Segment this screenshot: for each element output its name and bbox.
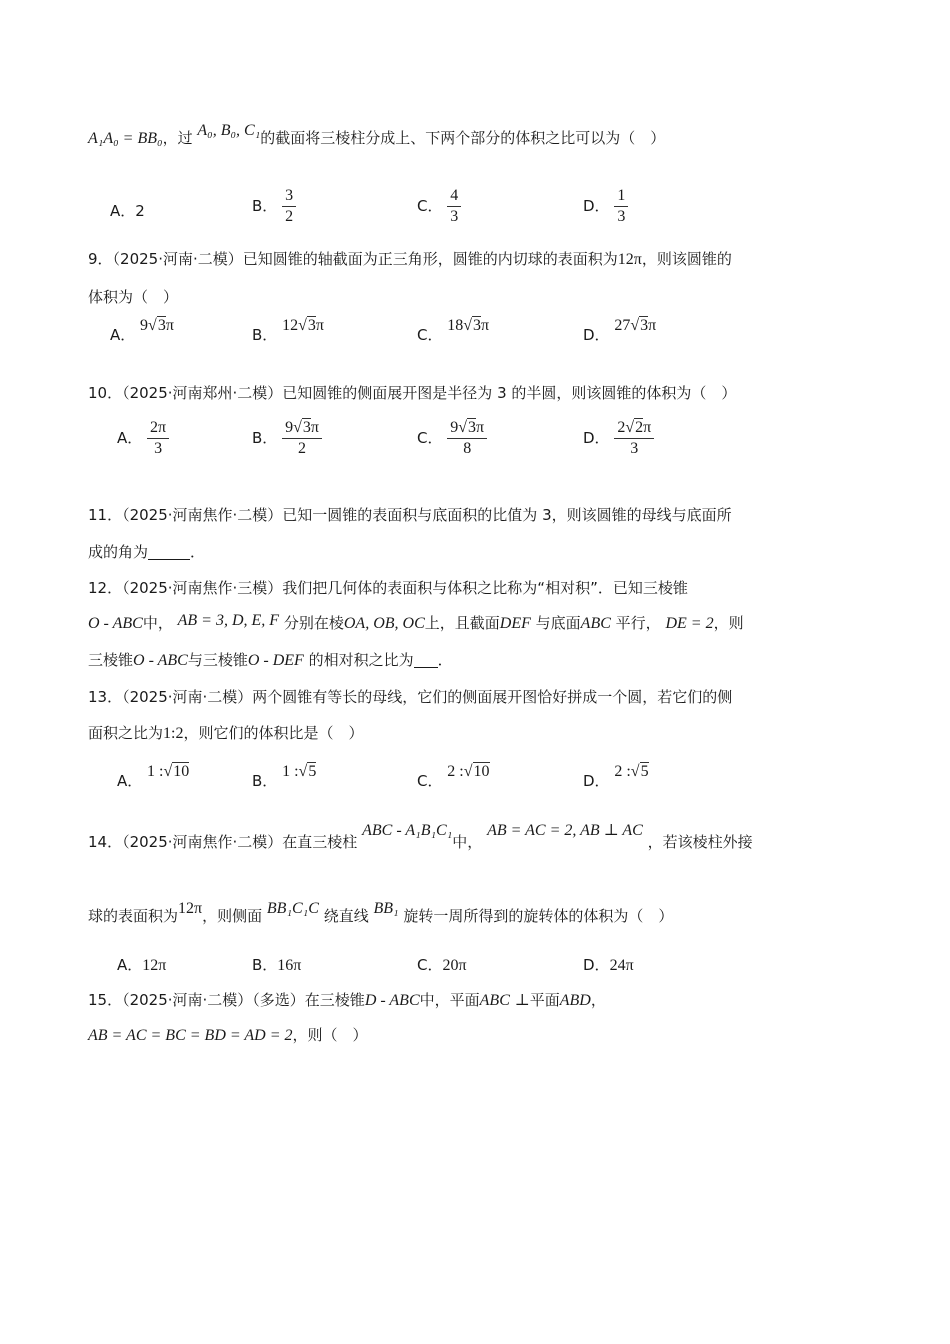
q8-option-a[interactable]: A．2	[110, 202, 145, 220]
q9-area: 12π	[617, 251, 642, 268]
q13-option-c[interactable]: C． 2 :√10	[417, 763, 490, 790]
q9-option-a[interactable]: A． 9√3π	[110, 317, 174, 344]
fraction: $\frac{9√3\pi}{8}$	[447, 418, 487, 459]
q9-stem: 9．（2025·河南·二模）已知圆锥的轴截面为正三角形，圆锥的内切球的表面积为12π，则该圆锥的	[88, 250, 732, 268]
q8-condition: A₁A₀ = BB₀	[88, 130, 163, 147]
q8-stem: A₁A₀ = BB₀，过 A₀, B₀, C₁的截面将三棱柱分成上、下两个部分的体积之比可以为（ ）	[88, 122, 666, 147]
q8-plane: A₀, B₀, C₁	[197, 122, 261, 139]
q13-option-a[interactable]: A． 1 :√10	[117, 763, 190, 790]
q8-option-d[interactable]: D． $\frac{1}{3}$	[583, 186, 628, 227]
q10-option-d[interactable]: D． $\frac{2√2\pi}{3}$	[583, 418, 654, 459]
q14-option-b[interactable]: B．16π	[252, 956, 302, 974]
fraction: $\frac{4}{3}$	[447, 186, 461, 227]
q13-stem: 13．（2025·河南·二模）两个圆锥有等长的母线，它们的侧面展开图恰好拼成一个圆，若它们的侧	[88, 688, 733, 706]
q12-stem-line3: 三棱锥O - ABC与三棱锥O - DEF 的相对积之比为 ．	[88, 651, 453, 669]
q8-option-c[interactable]: C． $\frac{4}{3}$	[417, 186, 461, 227]
q9-option-d[interactable]: D． 27√3π	[583, 317, 657, 344]
q11-stem-line2: 成的角为 ．	[88, 543, 206, 561]
q13-option-d[interactable]: D． 2 :√5	[583, 763, 649, 790]
q13-option-b[interactable]: B． 1 :√5	[252, 763, 317, 790]
fraction: $\frac{2√2\pi}{3}$	[614, 418, 654, 459]
q9-option-c[interactable]: C． 18√3π	[417, 317, 490, 344]
q10-stem: 10．（2025·河南郑州·二模）已知圆锥的侧面展开图是半径为 3 的半圆，则该圆锥的体积为（ ）	[88, 384, 737, 402]
q10-option-c[interactable]: C． $\frac{9√3\pi}{8}$	[417, 418, 487, 459]
q9-stem-line2: 体积为（ ）	[88, 288, 179, 306]
q13-stem-line2: 面积之比为1:2，则它们的体积比是（ ）	[88, 724, 364, 742]
q14-option-d[interactable]: D．24π	[583, 956, 634, 974]
q14-option-c[interactable]: C．20π	[417, 956, 467, 974]
q14-option-a[interactable]: A．12π	[117, 956, 167, 974]
q15-stem-line2: AB = AC = BC = BD = AD = 2，则（ ）	[88, 1026, 368, 1044]
q12-stem-line2: O - ABC中， AB = 3, D, E, F 分别在棱OA, OB, OC上，且截面DEF 与底面ABC 平行， DE = 2，则	[88, 612, 744, 632]
q12-stem: 12．（2025·河南焦作·三模）我们把几何体的表面积与体积之比称为“相对积”．已知三棱锥	[88, 579, 688, 597]
q8-option-b[interactable]: B． $\frac{3}{2}$	[252, 186, 296, 227]
q10-option-b[interactable]: B． $\frac{9√3\pi}{2}$	[252, 418, 322, 459]
fraction: $\frac{1}{3}$	[614, 186, 628, 227]
q14-stem: 14．（2025·河南焦作·二模）在直三棱柱 ABC - A₁B₁C₁中， AB = AC = 2, AB ⊥ AC ，若该棱柱外接	[88, 822, 753, 851]
q11-stem: 11．（2025·河南焦作·二模）已知一圆锥的表面积与底面积的比值为 3，则该圆锥的母线与底面所	[88, 506, 732, 524]
answer-blank[interactable]	[148, 545, 190, 560]
q9-option-b[interactable]: B． 12√3π	[252, 317, 324, 344]
fraction: $\frac{9√3\pi}{2}$	[282, 418, 322, 459]
fraction: $\frac{3}{2}$	[282, 186, 296, 227]
answer-blank[interactable]	[414, 653, 438, 668]
q14-stem-line2: 球的表面积为12π，则侧面 BB₁C₁C 绕直线 BB₁ 旋转一周所得到的旋转体的体积为（ ）	[88, 900, 674, 925]
q10-option-a[interactable]: A． $\frac{2\pi}{3}$	[117, 418, 169, 459]
fraction: $\frac{2\pi}{3}$	[147, 418, 169, 459]
q15-stem: 15．（2025·河南·二模）（多选）在三棱锥D - ABC中，平面ABC ⊥平面ABD，	[88, 991, 606, 1009]
